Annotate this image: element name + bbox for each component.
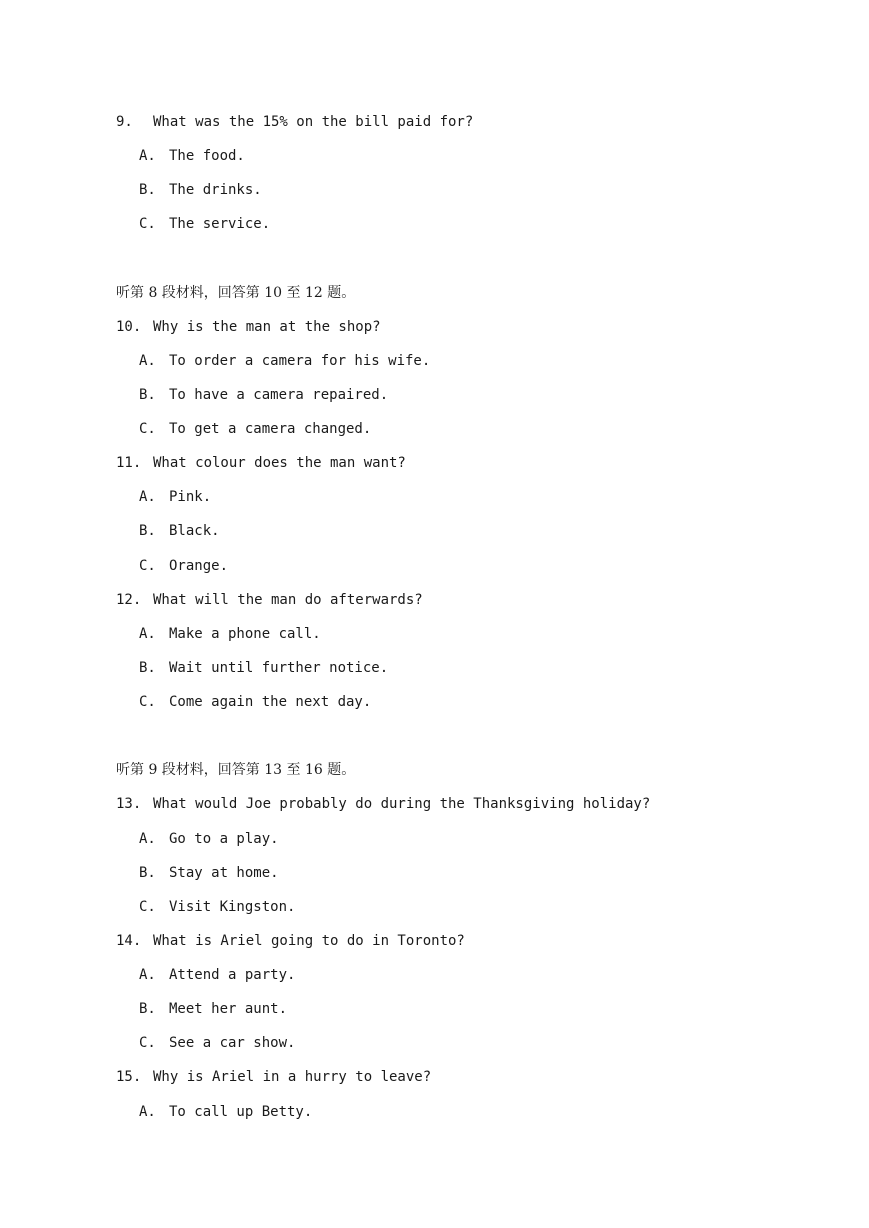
option-letter: C. [139,558,156,574]
option-text: Go to a play. [169,831,279,847]
option-10b [139,386,388,404]
question-text: What is Ariel going to do in Toronto? [153,933,465,949]
option-letter: C. [139,421,156,437]
option-11b [139,522,220,540]
question-text: What will the man do afterwards? [153,592,423,608]
question-number: 14. [116,933,142,949]
option-10c [139,420,371,438]
option-letter: C. [139,899,156,915]
option-11a [139,488,211,506]
question-text: Why is the man at the shop? [153,319,381,335]
question-12 [116,591,423,609]
option-13b [139,864,279,882]
option-9b [139,181,262,199]
question-number: 10. [116,319,142,335]
option-text: The service. [169,216,271,232]
option-12c [139,693,371,711]
option-letter: B. [139,865,156,881]
option-11c [139,557,228,575]
option-12a [139,625,321,643]
option-text: The food. [169,148,245,164]
option-text: Meet her aunt. [169,1001,288,1017]
option-14c [139,1034,295,1052]
option-13c [139,898,295,916]
section-heading-8: 听第 8 段材料，回答第 10 至 12 题。 [116,285,356,301]
question-number: 15. [116,1069,142,1085]
question-11 [116,454,406,472]
option-14a [139,966,295,984]
option-text: To call up Betty. [169,1104,313,1120]
question-number: 11. [116,455,142,471]
option-text: To get a camera changed. [169,421,372,437]
question-text: Why is Ariel in a hurry to leave? [153,1069,432,1085]
option-text: Pink. [169,489,212,505]
option-text: Orange. [169,558,229,574]
option-text: To order a camera for his wife. [169,353,431,369]
question-13 [116,795,650,813]
question-text: What was the 15% on the bill paid for? [153,114,474,130]
option-9a [139,147,245,165]
question-10 [116,318,381,336]
section-heading-9: 听第 9 段材料，回答第 13 至 16 题。 [116,762,356,778]
option-letter: B. [139,660,156,676]
option-letter: B. [139,182,156,198]
option-letter: A. [139,831,156,847]
question-number: 13. [116,796,142,812]
option-13a [139,830,279,848]
option-letter: A. [139,353,156,369]
question-number: 9. [116,114,133,130]
option-letter: A. [139,1104,156,1120]
option-text: Make a phone call. [169,626,321,642]
option-text: Stay at home. [169,865,279,881]
option-letter: A. [139,489,156,505]
option-15a [139,1103,312,1121]
question-15 [116,1068,431,1086]
option-10a [139,352,430,370]
option-text: Black. [169,523,220,539]
option-text: The drinks. [169,182,262,198]
option-text: Wait until further notice. [169,660,389,676]
option-text: Attend a party. [169,967,296,983]
option-text: See a car show. [169,1035,296,1051]
question-number: 12. [116,592,142,608]
option-letter: B. [139,387,156,403]
option-letter: C. [139,694,156,710]
question-text: What colour does the man want? [153,455,406,471]
option-9c [139,215,270,233]
question-14 [116,932,465,950]
option-letter: B. [139,1001,156,1017]
question-text: What would Joe probably do during the Thanksgiving holiday? [153,796,651,812]
option-letter: A. [139,967,156,983]
option-12b [139,659,388,677]
option-text: Visit Kingston. [169,899,296,915]
option-14b [139,1000,287,1018]
option-letter: A. [139,148,156,164]
option-letter: C. [139,216,156,232]
option-letter: C. [139,1035,156,1051]
option-letter: B. [139,523,156,539]
question-9 [116,113,473,131]
option-text: To have a camera repaired. [169,387,389,403]
option-text: Come again the next day. [169,694,372,710]
option-letter: A. [139,626,156,642]
